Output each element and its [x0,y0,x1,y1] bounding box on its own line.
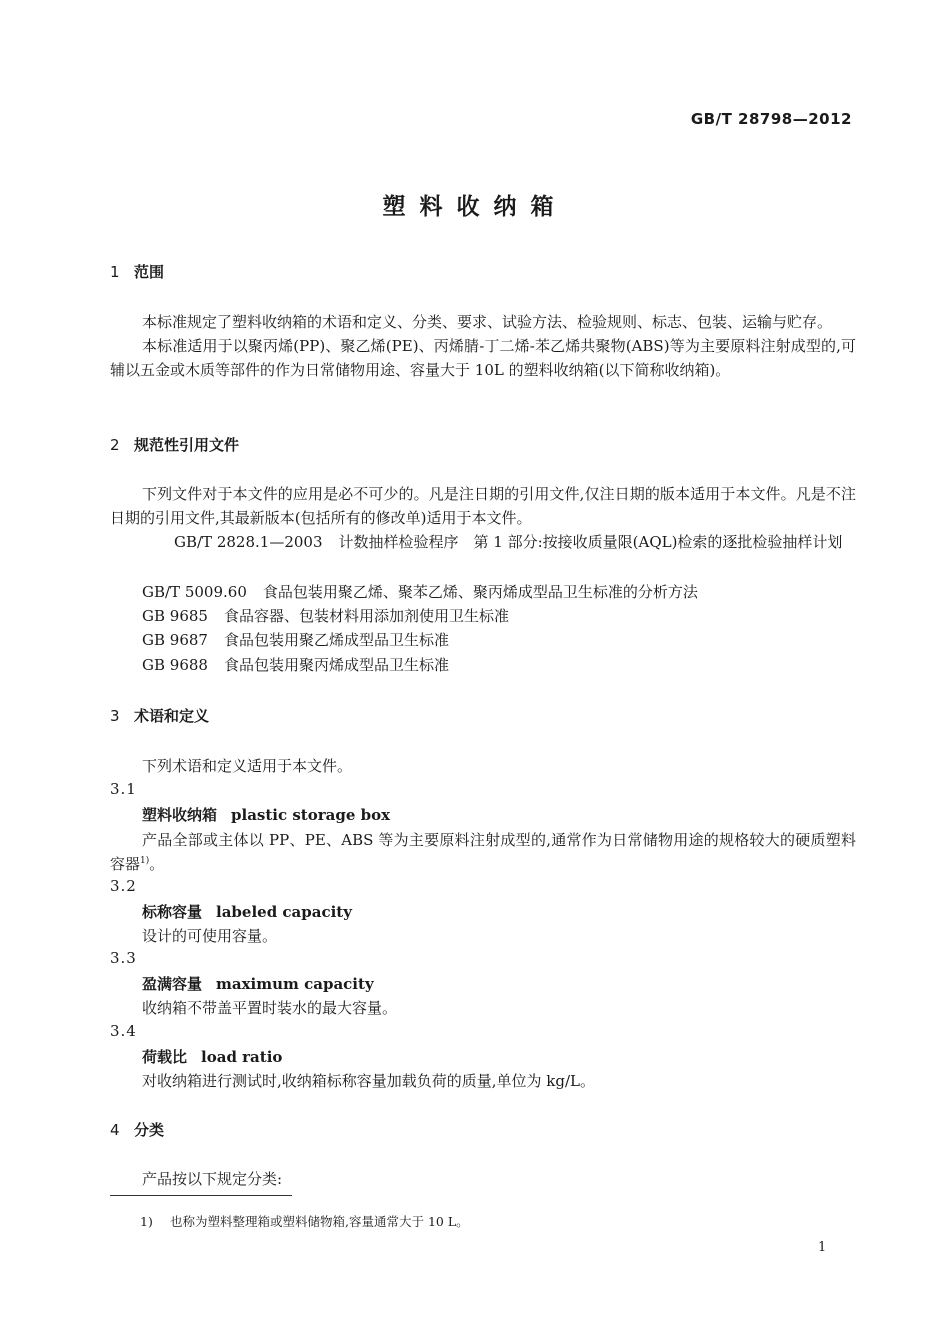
reference-item [142,629,449,650]
footnote [140,1212,469,1230]
classification-intro: 产品按以下规定分类: [142,1170,283,1188]
term-en: labeled capacity [216,903,352,921]
footnote-mark: 1) [140,1214,153,1229]
section-number: 3 [110,707,120,725]
terms-intro: 下列术语和定义适用于本文件。 [142,757,353,775]
section-title: 分类 [134,1121,165,1139]
reference-item [142,605,509,626]
term-heading [142,973,374,994]
section-title: 术语和定义 [134,707,210,725]
footnote-text: 也称为塑料整理箱或塑料储物箱,容量通常大于 10 L。 [170,1214,469,1229]
reference-title: 食品包装用聚丙烯成型品卫生标准 [223,656,449,674]
reference-title: 计数抽样检验程序 第 1 部分:按接收质量限(AQL)检索的逐批检验抽样计划 [338,533,843,551]
term-zh: 标称容量 [142,903,203,921]
term-en: plastic storage box [231,806,391,824]
reference-item [142,581,698,602]
term-number: 3.3 [110,949,137,967]
normative-intro-paragraph: 下列文件对于本文件的应用是必不可少的。凡是注日期的引用文件,仅注日期的版本适用于本文件。凡是不注日期的引用文件,其最新版本(包括所有的修改单)适用于本文件。 [110,485,856,527]
reference-code: GB/T 2828.1—2003 [174,533,323,551]
standard-code: GB/T 28798—2012 [690,110,852,128]
term-heading [142,901,352,922]
section-number: 4 [110,1121,120,1139]
reference-title: 食品容器、包装材料用添加剂使用卫生标准 [223,607,509,625]
term-zh: 盈满容量 [142,975,203,993]
term-definition: 收纳箱不带盖平置时装水的最大容量。 [142,999,398,1017]
page-number: 1 [818,1240,827,1255]
footnote-reference: 1) [140,856,150,866]
term-zh: 荷载比 [142,1048,188,1066]
term-zh: 塑料收纳箱 [142,806,218,824]
term-heading [142,1046,282,1067]
section-title: 规范性引用文件 [134,436,240,454]
term-definition: 产品全部或主体以 PP、PE、ABS 等为主要原料注射成型的,通常作为日常储物用途的规格较大的硬质塑料容器$^{1)}$。 [110,831,856,873]
section-number: 1 [110,263,120,281]
scope-paragraph-2: 本标准适用于以聚丙烯(PP)、聚乙烯(PE)、丙烯腈-丁二烯-苯乙烯共聚物(ABS)等为主要原料注射成型的,可辅以五金或木质等部件的作为日常储物用途、容量大于 10L 的塑料收纳箱(以下简称收纳箱)。 [110,337,856,379]
term-en: load ratio [201,1048,283,1066]
reference-title: 食品包装用聚乙烯、聚苯乙烯、聚丙烯成型品卫生标准的分析方法 [262,583,698,601]
term-definition: 设计的可使用容量。 [142,927,278,945]
term-number: 3.4 [110,1022,137,1040]
section-3-heading [110,705,209,726]
term-heading [142,804,390,825]
reference-code: GB 9685 [142,607,208,625]
scope-paragraph-1: 本标准规定了塑料收纳箱的术语和定义、分类、要求、试验方法、检验规则、标志、包装、运输与贮存。 [142,313,833,331]
reference-title: 食品包装用聚乙烯成型品卫生标准 [223,631,449,649]
footnote-separator [110,1195,292,1196]
section-2-heading [110,434,239,455]
reference-item [110,530,856,554]
term-number: 3.2 [110,877,137,895]
section-number: 2 [110,436,120,454]
document-title: 塑料收纳箱 [382,194,568,220]
reference-item [142,654,449,675]
term-definition: 对收纳箱进行测试时,收纳箱标称容量加载负荷的质量,单位为 kg/L。 [142,1072,596,1090]
reference-code: GB 9687 [142,631,208,649]
term-number: 3.1 [110,780,137,798]
reference-code: GB/T 5009.60 [142,583,247,601]
section-title: 范围 [134,263,165,281]
section-1-heading [110,261,164,282]
term-en: maximum capacity [216,975,374,993]
reference-code: GB 9688 [142,656,208,674]
section-4-heading [110,1119,164,1140]
